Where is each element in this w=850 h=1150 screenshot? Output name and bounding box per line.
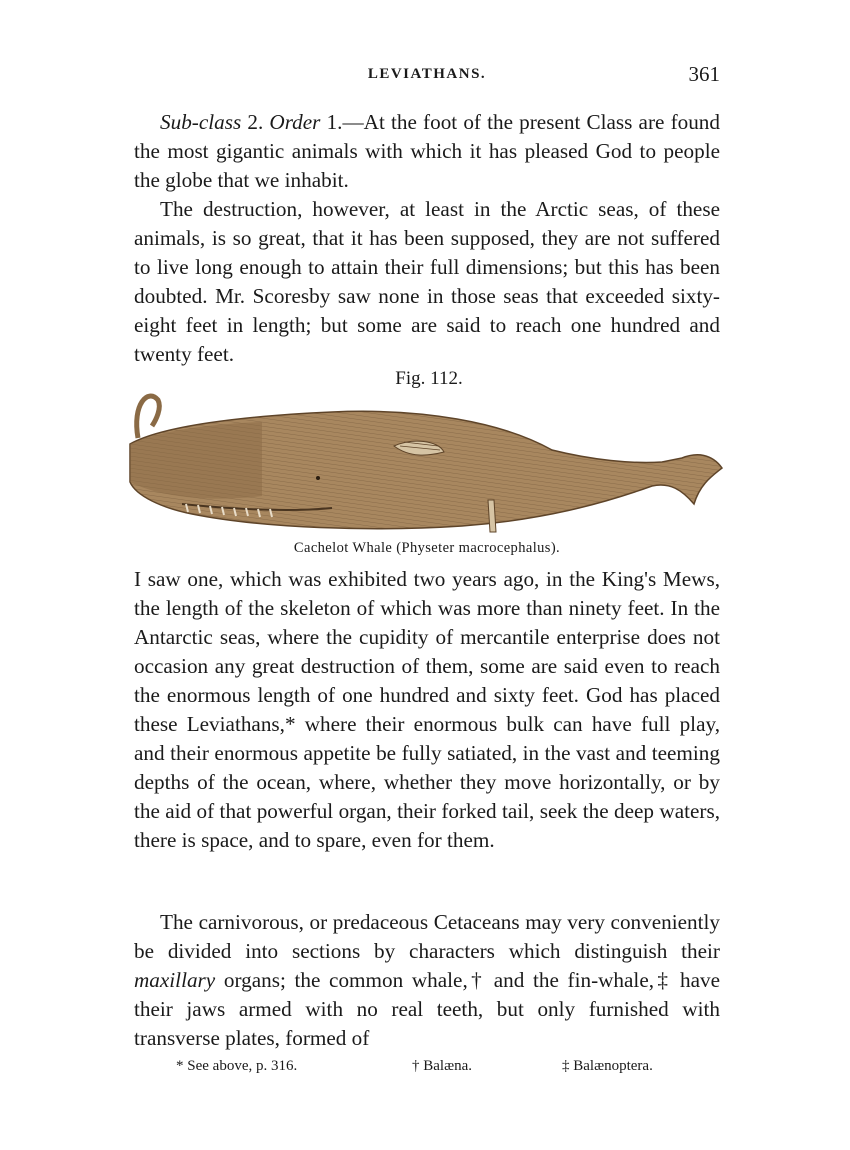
paragraph-4: The carnivorous, or predaceous Cetaceans may very conveniently be divided into sections by characters which distinguish their maxillary organs; the common whale,† and the fin-whale,‡ have their jaws armed with no real teeth, but only furnished with transverse plates, formed of	[134, 910, 720, 1050]
page-header	[134, 62, 720, 92]
subclass-label: Sub-class	[160, 110, 242, 134]
maxillary-term: maxillary	[134, 968, 216, 992]
spout-icon	[137, 396, 160, 438]
sperm-whale-engraving	[122, 386, 726, 536]
footnote-dagger: † Balæna.	[412, 1058, 472, 1074]
whale-illustration	[122, 386, 726, 536]
footnote-asterisk: * See above, p. 316.	[176, 1058, 298, 1074]
paragraph-2: The destruction, however, at least in the Arctic seas, of these animals, is so great, that it has been supposed, they are not suffered to live long enough to attain their full dimensions; but this has been doubted. Mr. Scoresby saw none in those seas that exceeded sixty-eight feet in length; but some are said to reach one hundred and twenty feet.	[134, 197, 720, 366]
figure-caption: Cachelot Whale (Physeter macrocephalus).	[293, 540, 561, 556]
order-label: Order	[269, 110, 321, 134]
running-head: LEVIATHANS.	[367, 66, 487, 82]
figure-label: Fig. 112.	[395, 368, 463, 389]
page-number: 361	[688, 62, 720, 86]
footnotes	[134, 1058, 720, 1082]
paragraph-3: I saw one, which was exhibited two years ago, in the King's Mews, the length of the skeleton of which was more than ninety feet. In the Antarctic seas, where the cupidity of mercantile enterprise does not occasion any great destruction of them, some are said even to reach the enormous length of one hundred and sixty feet. God has placed these Leviathans,* where their enormous bulk can have full play, and their enormous appetite be fully satiated, in the vast and teeming depths of the ocean, where, whether they move horizontally, or by the aid of that powerful organ, their forked tail, seek the deep waters, there is space, and to spare, even for them.	[134, 567, 720, 852]
footnote-double-dagger: ‡ Balænoptera.	[562, 1058, 653, 1074]
paragraph-1: Sub-class 2. Order 1.—At the foot of the present Class are found the most gigantic animals with which it has pleased God to people the globe that we inhabit.	[134, 110, 720, 192]
